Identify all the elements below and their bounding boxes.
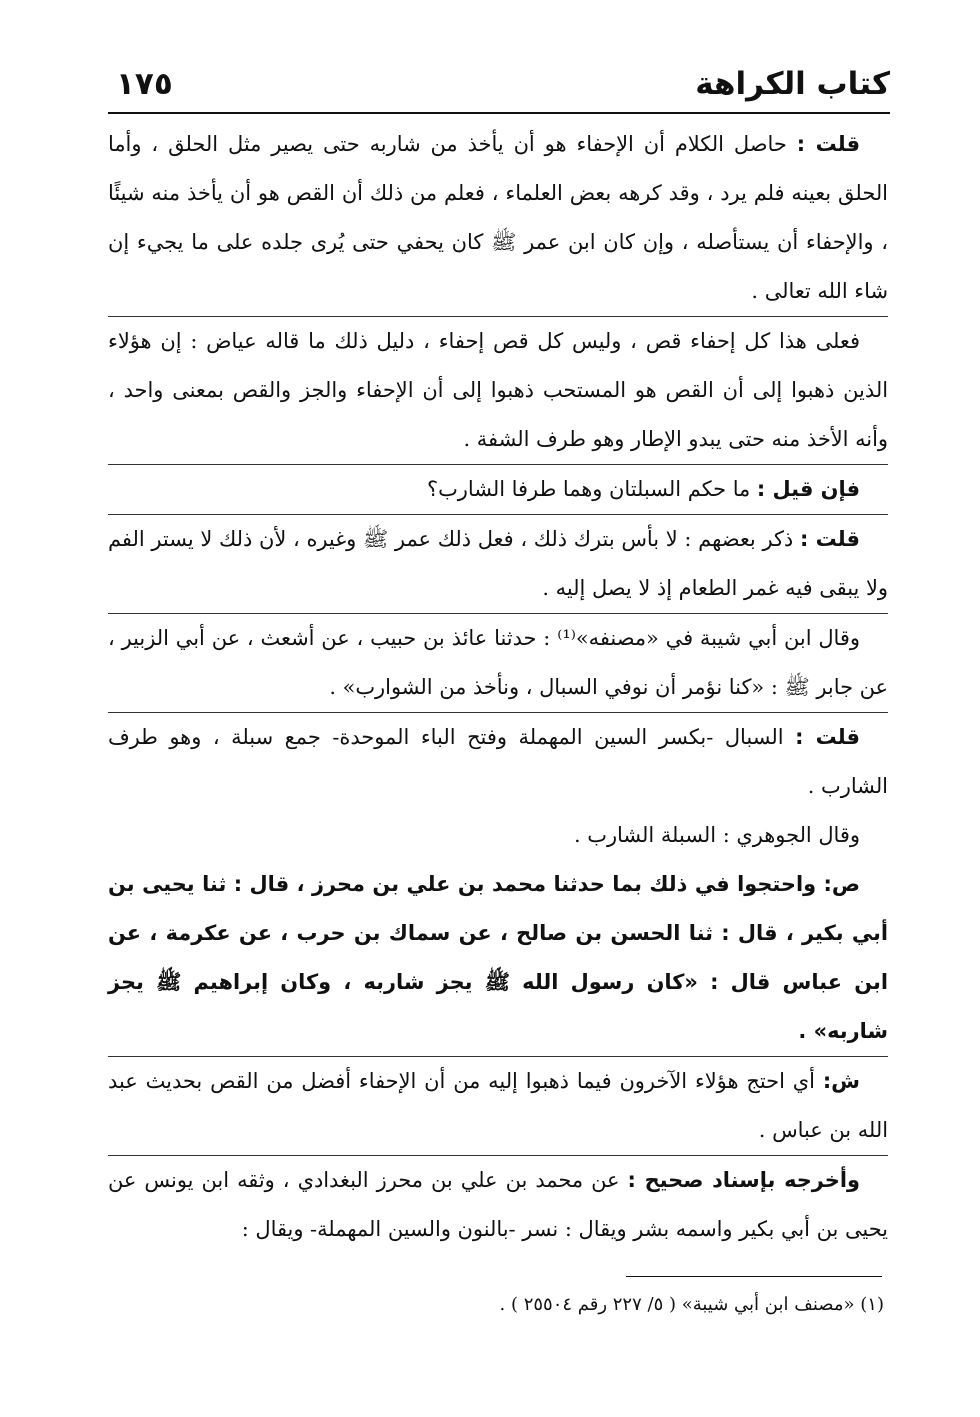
paragraph-3 (108, 465, 888, 514)
paragraph-text: وقال الجوهري : السبلة الشارب . (574, 823, 860, 847)
paragraph-10 (108, 1156, 888, 1254)
paragraph-lead: ش: (822, 1069, 860, 1093)
paragraph-5 (108, 614, 888, 712)
paragraph-text: عن محمد بن علي بن محرز البغدادي ، وثقه ابن يونس عن يحيى بن أبي بكير واسمه بشر ويقال : نسر -بالنون والسين المهملة- ويقال : (108, 1168, 888, 1241)
paragraph-6 (108, 713, 888, 811)
header-rule (108, 112, 890, 114)
paragraph-lead: قلت : (796, 132, 860, 156)
paragraph-2 (108, 317, 888, 464)
paragraph-lead: قلت : (795, 725, 860, 749)
paragraph-7 (108, 811, 888, 860)
paragraph-text: فعلى هذا كل إحفاء قص ، وليس كل قص إحفاء ، دليل ذلك ما قاله عياض : إن هؤلاء الذين ذهبوا إلى أن القص هو المستحب ذهبوا إلى أن الإحفاء والجز والقص بمعنى واحد ، وأنه الأخذ منه حتى يبدو الإطار وهو طرف الشفة . (108, 329, 888, 451)
paragraph-text: السبال -بكسر السين المهملة وفتح الباء الموحدة- جمع سبلة ، وهو طرف الشارب . (108, 725, 888, 798)
paragraph-text: ذكر بعضهم : لا بأس بترك ذلك ، فعل ذلك عمر ﷺ وغيره ، لأن ذلك لا يستر الفم ولا يبقى فيه غمر الطعام إذ لا يصل إليه . (108, 527, 888, 600)
paragraph-9 (108, 1057, 888, 1155)
paragraph-text: حاصل الكلام أن الإحفاء هو أن يأخذ من شاربه حتى يصير مثل الحلق ، وأما الحلق بعينه فلم يرد ، وقد كرهه بعض العلماء ، فعلم من ذلك أن القص هو أن يأخذ منه شيئًا ، والإحفاء أن يستأصله ، وإن كان ابن عمر ﷺ كان يحفي حتى يُرى جلده على ما يجيء إن شاء الله تعالى . (108, 132, 888, 303)
footnote: (١) «مصنف ابن أبي شيبة» ( ٥/ ٢٢٧ رقم ٢٥٥٠٤ ) . (499, 1294, 884, 1315)
running-title: كتاب الكراهة (695, 66, 890, 102)
page-number: ١٧٥ (116, 66, 173, 102)
page-header (112, 60, 890, 108)
paragraph-4 (108, 515, 888, 613)
paragraph-text: ص: واحتجوا في ذلك بما حدثنا محمد بن علي بن محرز ، قال : ثنا يحيى بن أبي بكير ، قال : ثنا الحسن بن صالح ، عن سماك بن حرب ، عن عكرمة ، عن ابن عباس قال : «كان رسول الله ﷺ يجز شاربه ، وكان إبراهيم ﷺ يجز شاربه» . (108, 872, 888, 1043)
paragraph-lead: فإن قيل : (756, 477, 860, 501)
paragraph-lead: قلت : (799, 527, 860, 551)
paragraph-text: وقال ابن أبي شيبة في «مصنفه»⁽¹⁾ : حدثنا عائذ بن حبيب ، عن أشعث ، عن أبي الزبير ، عن جابر ﷺ : «كنا نؤمر أن نوفي السبال ، ونأخذ من الشوارب» . (108, 626, 888, 699)
paragraph-8-hadith (108, 860, 888, 1056)
paragraph-lead: وأخرجه بإسناد صحيح : (627, 1168, 861, 1192)
page-body (108, 120, 888, 1254)
paragraph-text: ما حكم السبلتان وهما طرفا الشارب؟ (427, 477, 757, 501)
paragraph-text: أي احتج هؤلاء الآخرون فيما ذهبوا إليه من أن الإحفاء أفضل من القص بحديث عبد الله بن عباس . (108, 1069, 888, 1142)
paragraph-1 (108, 120, 888, 316)
footnote-rule (626, 1276, 882, 1277)
